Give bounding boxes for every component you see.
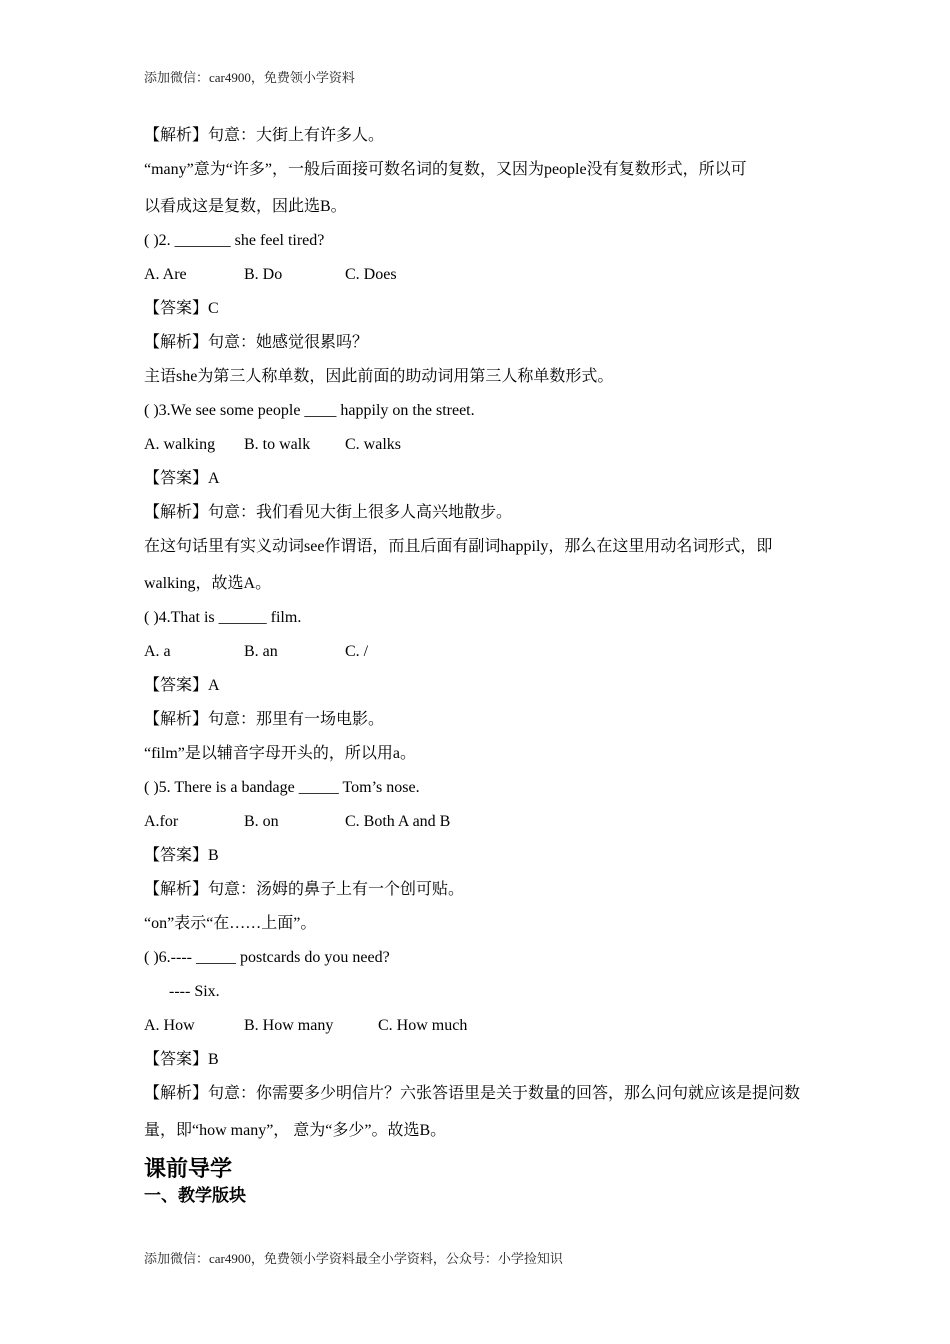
q4-option-a: A. a [144, 643, 171, 660]
q6-option-b: B. How many [244, 1017, 334, 1034]
q1-analysis: 【解析】句意：大街上有许多人。 [144, 127, 385, 144]
q4-option-b: B. an [244, 643, 278, 660]
page-footer: 添加微信：car4900，免费领小学资料最全小学资料，公众号：小学捡知识 [144, 1251, 563, 1266]
q1-explain-2: 以看成这是复数，因此选B。 [144, 198, 347, 215]
q2-option-a: A. Are [144, 266, 187, 283]
q5-option-a: A.for [144, 813, 179, 830]
q2-option-b: B. Do [244, 266, 283, 283]
q6-option-c: C. How much [378, 1017, 468, 1034]
q3-question: ( )3.We see some people ____ happily on the street. [144, 402, 475, 419]
q3-option-c: C. walks [345, 436, 401, 453]
q2-option-c: C. Does [345, 266, 397, 283]
q2-answer: 【答案】C [144, 300, 219, 317]
q3-option-a: A. walking [144, 436, 216, 453]
q3-analysis: 【解析】句意：我们看见大街上很多人高兴地散步。 [144, 504, 513, 521]
q6-option-a: A. How [144, 1017, 195, 1034]
q2-analysis: 【解析】句意：她感觉很累吗？ [144, 334, 369, 351]
q4-option-c: C. / [345, 643, 369, 660]
q6-question: ( )6.---- _____ postcards do you need? [144, 949, 390, 966]
q3-explain-2: walking，故选A。 [144, 575, 272, 592]
q3-option-b: B. to walk [244, 436, 311, 453]
q5-option-b: B. on [244, 813, 279, 830]
q2-question: ( )2. _______ she feel tired? [144, 232, 325, 249]
subsection-title: 一、教学版块 [144, 1186, 246, 1206]
q4-question: ( )4.That is ______ film. [144, 609, 302, 626]
q5-answer: 【答案】B [144, 847, 219, 864]
q5-explain: “on”表示“在……上面”。 [144, 915, 317, 932]
section-title: 课前导学 [144, 1157, 233, 1182]
q5-analysis: 【解析】句意：汤姆的鼻子上有一个创可贴。 [144, 881, 465, 898]
q6-analysis-2: 量，即“how many”， 意为“多少”。故选B。 [144, 1122, 447, 1139]
q6-answer: 【答案】B [144, 1051, 219, 1068]
q4-answer: 【答案】A [144, 677, 220, 694]
q1-explain-1: “many”意为“许多”，一般后面接可数名词的复数，又因为people没有复数形式，所以可 [144, 161, 747, 178]
q3-answer: 【答案】A [144, 470, 220, 487]
q6-reply: ---- Six. [169, 983, 220, 1000]
q5-question: ( )5. There is a bandage _____ Tom’s nose. [144, 779, 420, 796]
q2-explain: 主语she为第三人称单数，因此前面的助动词用第三人称单数形式。 [144, 368, 614, 385]
q4-explain: “film”是以辅音字母开头的，所以用a。 [144, 745, 416, 762]
q4-analysis: 【解析】句意：那里有一场电影。 [144, 711, 385, 728]
q3-explain-1: 在这句话里有实义动词see作谓语，而且后面有副词happily，那么在这里用动名词形式，即 [144, 538, 773, 555]
q6-analysis-1: 【解析】句意：你需要多少明信片？六张答语里是关于数量的回答，那么问句就应该是提问数 [144, 1085, 801, 1102]
q5-option-c: C. Both A and B [345, 813, 451, 830]
page-header: 添加微信：car4900，免费领小学资料 [144, 70, 355, 85]
